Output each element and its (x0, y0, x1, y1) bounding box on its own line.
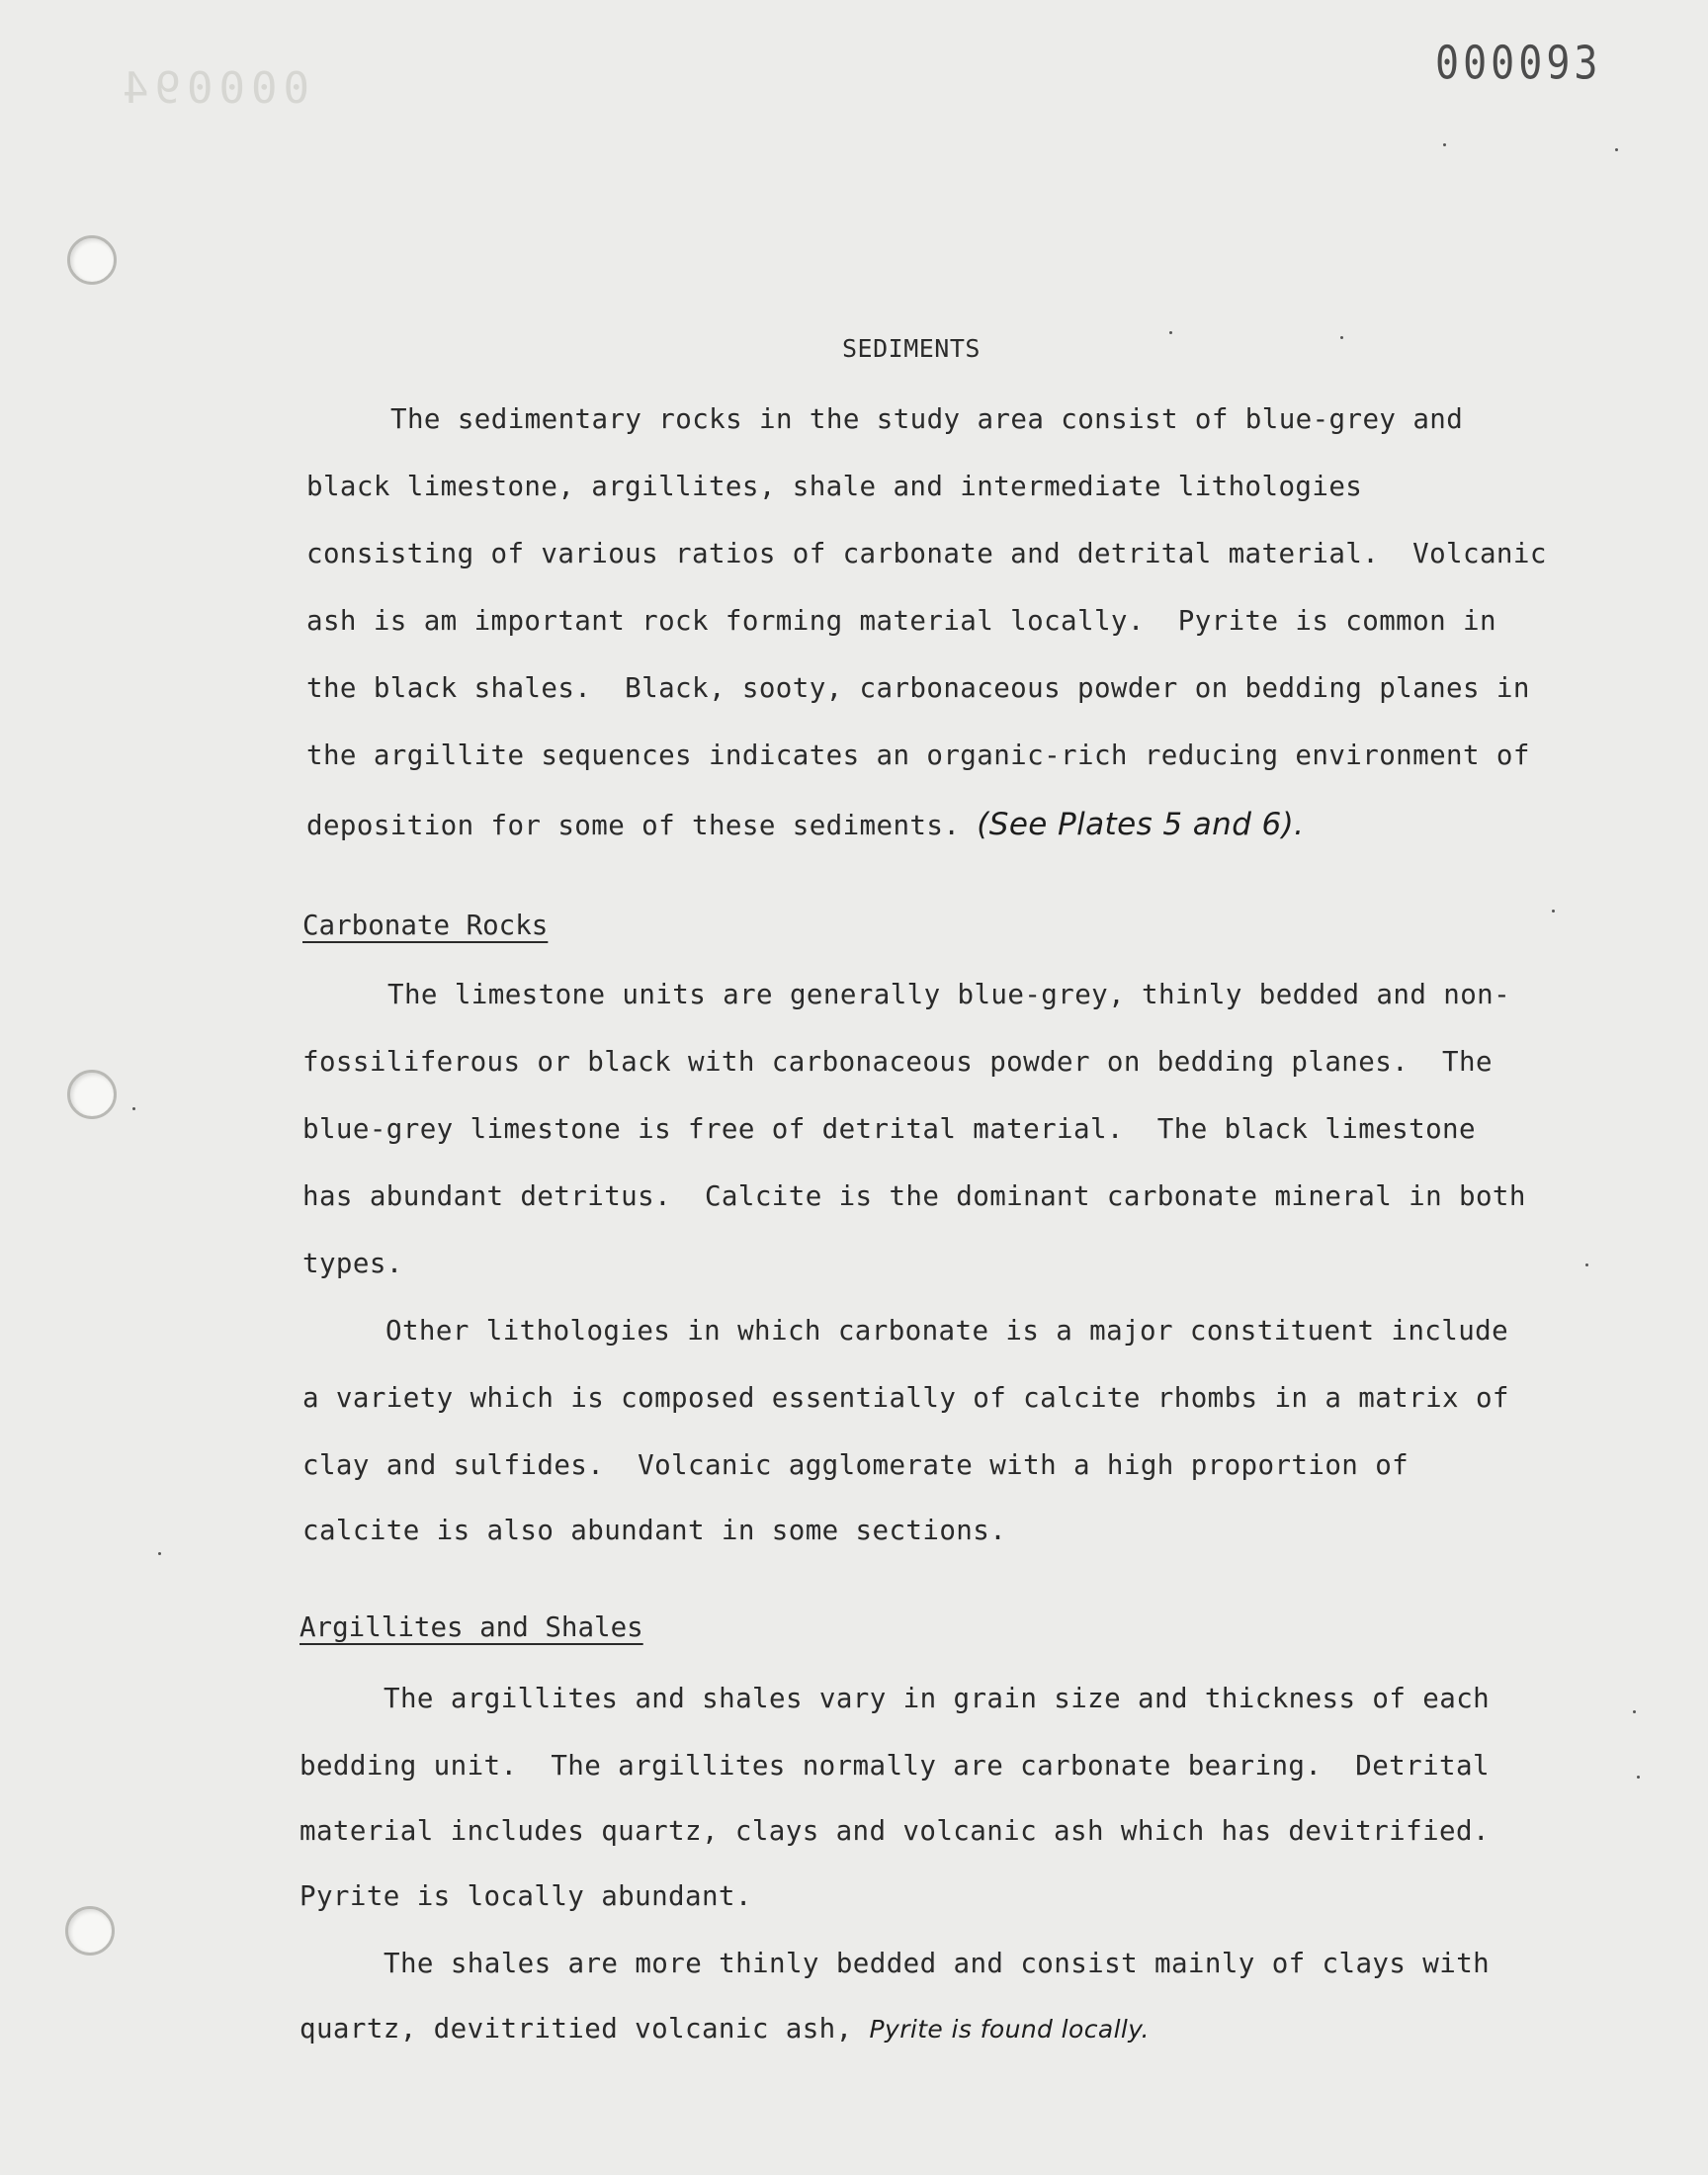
scan-speck (1637, 1776, 1640, 1779)
paragraph-line: The shales are more thinly bedded and consist mainly of clays with (384, 1948, 1491, 1979)
paragraph-line (306, 807, 1304, 842)
paragraph-line: ash is am important rock forming material locally. Pyrite is common in (306, 605, 1496, 637)
paragraph-line: types. (302, 1248, 403, 1279)
section-heading-carbonate-rocks: Carbonate Rocks (302, 910, 549, 941)
paragraph-line: The argillites and shales vary in grain size and thickness of each (384, 1683, 1491, 1714)
punch-hole (67, 235, 117, 285)
scan-speck (1169, 331, 1172, 334)
handwritten-annotation: 5 and 6 (1162, 807, 1282, 842)
bleed-through-page-number: 000094 (117, 63, 309, 114)
paragraph-line: fossiliferous or black with carbonaceous powder on bedding planes. The (302, 1046, 1493, 1078)
scan-speck (1615, 148, 1618, 151)
section-heading-argillites-and-shales: Argillites and Shales (299, 1611, 643, 1643)
scan-speck (1585, 1263, 1588, 1266)
paragraph-line: calcite is also abundant in some sections. (302, 1515, 1007, 1546)
handwritten-annotation: Pyrite is found locally. (869, 2015, 1150, 2044)
paragraph-line: Pyrite is locally abundant. (299, 1880, 752, 1912)
paragraph-line: the argillite sequences indicates an organic-rich reducing environment of (306, 740, 1530, 771)
paragraph-line: has abundant detritus. Calcite is the dominant carbonate mineral in both (302, 1180, 1526, 1212)
page-number: 000093 (1435, 38, 1602, 90)
paragraph-line: The limestone units are generally blue-grey, thinly bedded and non- (387, 979, 1511, 1010)
paragraph-line: material includes quartz, clays and volcanic ash which has devitrified. (299, 1815, 1490, 1847)
document-title: SEDIMENTS (842, 334, 981, 363)
paragraph-line: consisting of various ratios of carbonate and detrital material. Volcanic (306, 538, 1547, 569)
scan-speck (132, 1107, 135, 1110)
scan-speck (1443, 143, 1446, 146)
punch-hole (65, 1906, 115, 1956)
paragraph-line: the black shales. Black, sooty, carbonaceous powder on bedding planes in (306, 672, 1530, 704)
paragraph-line: a variety which is composed essentially of calcite rhombs in a matrix of (302, 1382, 1509, 1414)
punch-hole (67, 1070, 117, 1119)
paragraph-line: The sedimentary rocks in the study area consist of blue-grey and (390, 403, 1464, 435)
scan-speck (1552, 910, 1555, 913)
typed-text: deposition for some of these sediments. (306, 810, 978, 841)
paragraph-line: Other lithologies in which carbonate is a major constituent include (385, 1315, 1509, 1347)
paragraph-line: black limestone, argillites, shale and intermediate lithologies (306, 471, 1363, 502)
paragraph-line: clay and sulfides. Volcanic agglomerate with a high proportion of (302, 1449, 1409, 1481)
scan-speck (1340, 336, 1343, 339)
typed-text: quartz, devitritied volcanic ash, (299, 2013, 870, 2044)
handwritten-annotation-open: (See Plates (977, 807, 1163, 842)
paragraph-line: bedding unit. The argillites normally are carbonate bearing. Detrital (299, 1750, 1490, 1782)
paragraph-line: blue-grey limestone is free of detrital material. The black limestone (302, 1113, 1476, 1145)
scan-speck (158, 1552, 161, 1555)
scan-speck (1633, 1710, 1636, 1713)
paragraph-line (299, 2013, 1150, 2044)
handwritten-annotation-close: ). (1281, 807, 1305, 842)
